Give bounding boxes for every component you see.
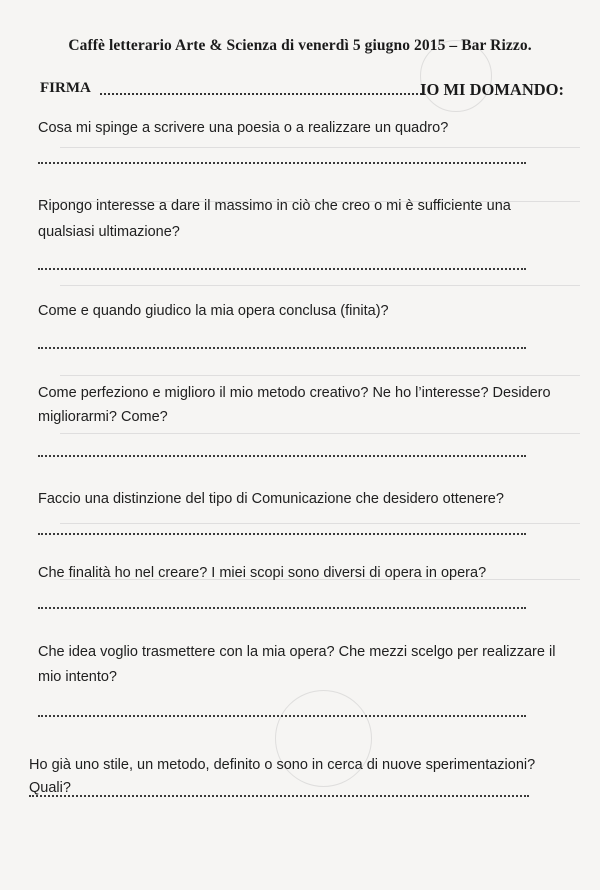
answer-line-4[interactable] <box>38 455 526 457</box>
question-3: Come e quando giudico la mia opera conclusa (finita)? <box>38 303 389 319</box>
question-5: Faccio una distinzione del tipo di Comunicazione che desidero ottenere? <box>38 491 504 507</box>
answer-line-6[interactable] <box>38 607 526 609</box>
answer-line-8[interactable] <box>29 795 529 797</box>
signature-label: FIRMA <box>40 80 91 96</box>
signature-line[interactable] <box>100 93 422 95</box>
answer-line-3[interactable] <box>38 347 526 349</box>
bleed-through-line <box>60 144 580 150</box>
signature-row <box>40 80 570 102</box>
bleed-through-line <box>60 372 580 378</box>
section-heading: IO MI DOMANDO: <box>420 80 564 99</box>
answer-line-7[interactable] <box>38 715 526 717</box>
question-8: Ho già uno stile, un metodo, definito o sono in cerca di nuove sperimentazioni? Quali? <box>29 757 536 796</box>
bleed-through-line <box>60 430 580 436</box>
answer-line-2[interactable] <box>38 268 526 270</box>
document-title: Caffè letterario Arte & Scienza di venerdì 5 giugno 2015 – Bar Rizzo. <box>68 37 532 54</box>
answer-line-1[interactable] <box>38 162 526 164</box>
question-4: Come perfeziono e miglioro il mio metodo creativo? Ne ho l’interesse? Desidero migliorarmi? Come? <box>38 385 551 425</box>
question-2: Ripongo interesse a dare il massimo in ciò che creo o mi è sufficiente una qualsiasi ultimazione? <box>38 198 511 240</box>
question-6: Che finalità ho nel creare? I miei scopi sono diversi di opera in opera? <box>38 565 487 581</box>
bleed-through-line <box>60 282 580 288</box>
question-1: Cosa mi spinge a scrivere una poesia o a realizzare un quadro? <box>38 120 449 136</box>
bleed-through-line <box>60 520 580 526</box>
question-7: Che idea voglio trasmettere con la mia opera? Che mezzi scelgo per realizzare il mio intento? <box>38 644 556 685</box>
answer-line-5[interactable] <box>38 533 526 535</box>
